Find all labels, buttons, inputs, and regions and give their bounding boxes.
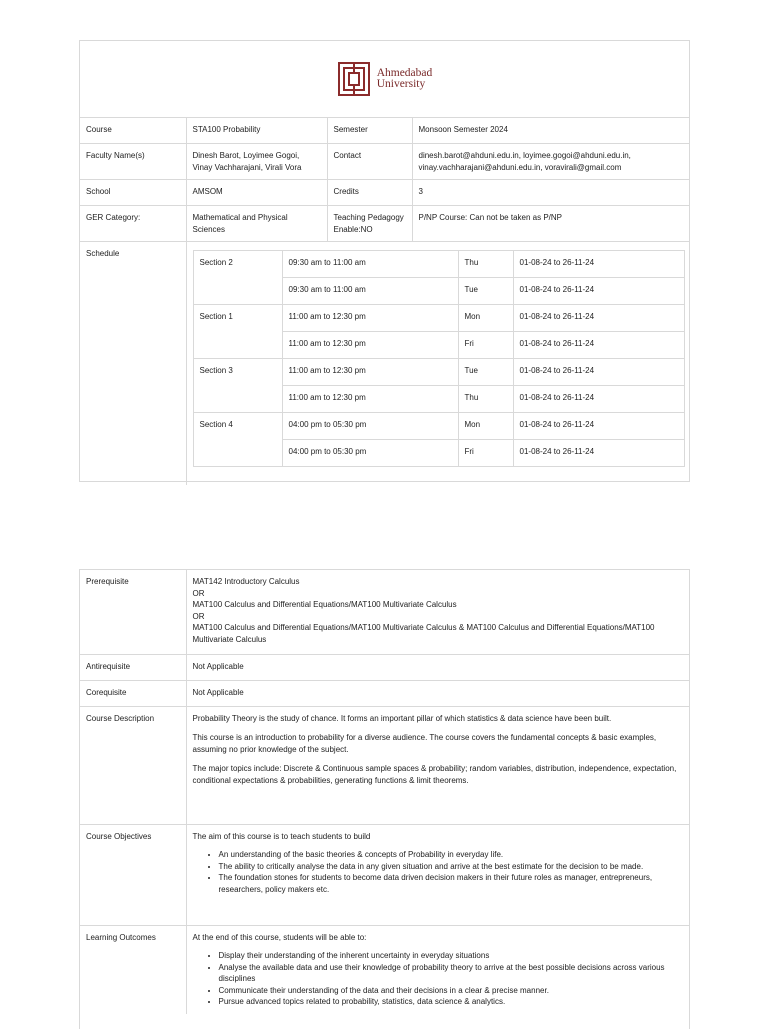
description-paragraph: This course is an introduction to probability for a diverse audience. The course covers the fundamental concepts & basic examples, assuming no prior knowledge of the subject. — [192, 733, 657, 754]
schedule-entry — [193, 413, 684, 440]
antirequisite-label: Antirequisite — [80, 654, 186, 680]
section-name: Section 4 — [193, 413, 282, 467]
prerequisite-line: MAT100 Calculus and Differential Equations/MAT100 Multivariate Calculus — [192, 600, 457, 609]
time-range: 11:00 am to 12:30 pm — [282, 305, 458, 332]
section-name: Section 3 — [193, 359, 282, 413]
section-name: Section 2 — [193, 251, 282, 305]
date-range: 01-08-24 to 26-11-24 — [513, 440, 684, 467]
weekday: Tue — [458, 278, 513, 305]
weekday: Thu — [458, 386, 513, 413]
antirequisite-value: Not Applicable — [186, 654, 689, 680]
date-range: 01-08-24 to 26-11-24 — [513, 359, 684, 386]
prerequisite-line: MAT100 Calculus and Differential Equations/MAT100 Multivariate Calculus & MAT100 Calculus and Differential Equations/MAT100 Multivariate Calculus — [192, 623, 655, 644]
info-label: Course — [80, 118, 186, 144]
schedule-entry — [193, 359, 684, 386]
schedule-entry — [193, 305, 684, 332]
weekday: Fri — [458, 440, 513, 467]
date-range: 01-08-24 to 26-11-24 — [513, 251, 684, 278]
university-logo — [337, 61, 433, 97]
info-value: Dinesh Barot, Loyimee Gogoi, Vinay Vachharajani, Virali Vora — [186, 144, 327, 180]
info-row — [80, 144, 689, 180]
date-range: 01-08-24 to 26-11-24 — [513, 332, 684, 359]
info-label: Faculty Name(s) — [80, 144, 186, 180]
list-item: • An understanding of the basic theories & concepts of Probability in everyday life. — [219, 849, 684, 861]
course-info-table — [80, 118, 689, 242]
outcomes-value — [186, 925, 689, 1014]
prerequisite-line: OR — [192, 611, 205, 621]
info-label: Credits — [327, 180, 412, 206]
list-item: • Display their understanding of the inherent uncertainty in everyday situations — [219, 950, 684, 962]
info-label: School — [80, 180, 186, 206]
list-item: • Communicate their understanding of the data and their decisions in a clear & precise manner. — [219, 985, 684, 997]
info-label: Contact — [327, 144, 412, 180]
info-value: STA100 Probability — [186, 118, 327, 144]
description-label: Course Description — [80, 706, 186, 824]
logo-line-2: University — [376, 78, 426, 90]
info-value: 3 — [412, 180, 689, 206]
weekday: Tue — [458, 359, 513, 386]
description-paragraph: The major topics include: Discrete & Continuous sample spaces & probability; random variables, distribution, independence, expectation, conditional expectations & probabilities, generating functions & limit theorems. — [192, 764, 677, 785]
logo-line-1: Ahmedabad — [376, 67, 433, 79]
syllabus-page-2 — [79, 569, 690, 1029]
description-paragraph: Probability Theory is the study of chance. It forms an important pillar of which statistics & data science have been built. — [192, 713, 612, 723]
time-range: 04:00 pm to 05:30 pm — [282, 413, 458, 440]
date-range: 01-08-24 to 26-11-24 — [513, 413, 684, 440]
time-range: 04:00 pm to 05:30 pm — [282, 440, 458, 467]
outcomes-label: Learning Outcomes — [86, 932, 156, 942]
time-range: 09:30 am to 11:00 am — [282, 278, 458, 305]
course-details-table — [80, 570, 689, 1014]
prerequisite-line: MAT142 Introductory Calculus — [192, 577, 300, 586]
objectives-intro: The aim of this course is to teach students to build — [192, 831, 371, 841]
prerequisite-value — [186, 570, 689, 654]
university-emblem-icon — [337, 61, 371, 97]
list-item: • Analyse the available data and use their knowledge of probability theory to arrive at the best possible decisions across various disciplines — [219, 962, 684, 985]
time-range: 11:00 am to 12:30 pm — [282, 359, 458, 386]
logo-header — [80, 41, 689, 118]
info-value: Mathematical and Physical Sciences — [186, 206, 327, 242]
info-value: dinesh.barot@ahduni.edu.in, loyimee.gogoi@ahduni.edu.in, vinay.vachharajani@ahduni.edu.in, voravirali@gmail.com — [412, 144, 689, 180]
time-range: 11:00 am to 12:30 pm — [282, 386, 458, 413]
list-item: • Pursue advanced topics related to probability, statistics, data science & analytics. — [219, 996, 684, 1008]
corequisite-value: Not Applicable — [186, 680, 689, 706]
list-item: • The ability to critically analyse the data in any given situation and arrive at the best estimate for the decision to be made. — [219, 861, 684, 873]
schedule-table — [193, 250, 685, 467]
prerequisite-label: Prerequisite — [80, 570, 186, 654]
weekday: Mon — [458, 305, 513, 332]
weekday: Fri — [458, 332, 513, 359]
date-range: 01-08-24 to 26-11-24 — [513, 305, 684, 332]
objectives-label: Course Objectives — [80, 824, 186, 925]
info-row — [80, 118, 689, 144]
schedule-row — [80, 242, 689, 485]
weekday: Mon — [458, 413, 513, 440]
outcomes-intro: At the end of this course, students will be able to: — [192, 932, 367, 942]
info-row — [80, 180, 689, 206]
info-row — [80, 206, 689, 242]
date-range: 01-08-24 to 26-11-24 — [513, 278, 684, 305]
prerequisite-line: OR — [192, 588, 205, 598]
schedule-entry — [193, 251, 684, 278]
schedule-label: Schedule — [86, 249, 120, 258]
syllabus-page-1 — [79, 40, 690, 482]
info-value: Monsoon Semester 2024 — [412, 118, 689, 144]
info-label: Teaching Pedagogy Enable:NO — [327, 206, 412, 242]
date-range: 01-08-24 to 26-11-24 — [513, 386, 684, 413]
time-range: 11:00 am to 12:30 pm — [282, 332, 458, 359]
weekday: Thu — [458, 251, 513, 278]
objectives-list — [193, 849, 684, 895]
description-value — [186, 706, 689, 824]
time-range: 09:30 am to 11:00 am — [282, 251, 458, 278]
info-value: P/NP Course: Can not be taken as P/NP — [412, 206, 689, 242]
info-value: AMSOM — [186, 180, 327, 206]
section-name: Section 1 — [193, 305, 282, 359]
outcomes-list — [193, 950, 684, 1008]
info-label: Semester — [327, 118, 412, 144]
info-label: GER Category: — [80, 206, 186, 242]
objectives-value — [186, 824, 689, 925]
corequisite-label: Corequisite — [80, 680, 186, 706]
list-item: • The foundation stones for students to become data driven decision makers in their future roles as manager, entrepreneurs, researchers, policy makers etc. — [219, 872, 684, 895]
